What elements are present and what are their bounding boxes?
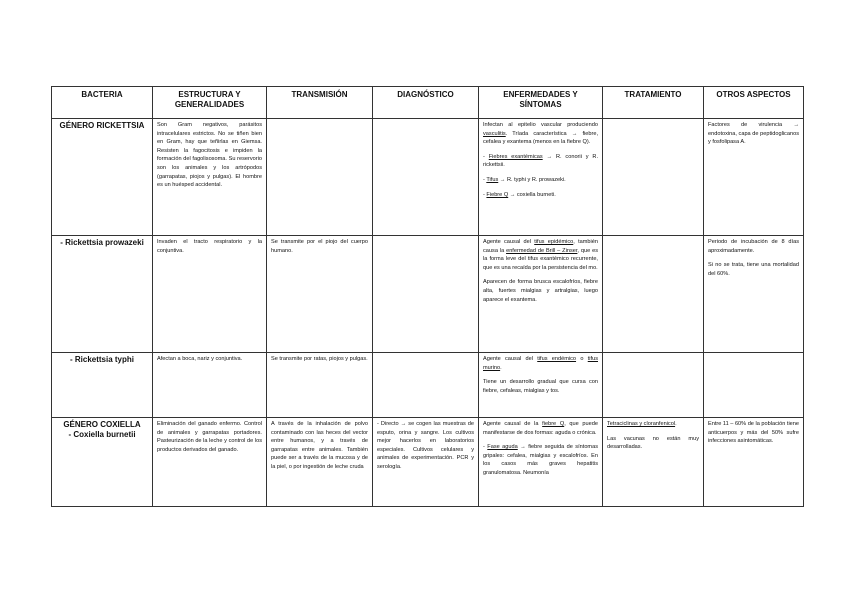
tratamiento-cell — [603, 236, 704, 353]
enfermedades-cell: Infectan al epitelio vascular produciendo vasculitis. Tríada característica → fiebre, cefalea y exantema (menos en la fiebre Q). - Fiebres exantémicas → R. conorii y R. rickettsii. - Tifus → R. typhi y R. prowazeki. - Fiebre Q → coxiella burneti. — [479, 119, 603, 236]
transmision-cell: A través de la inhalación de polvo contaminado con las heces del vector entre humanos, y a través de garrapatas entre animales. También puede ser a través de la mucosa y de la piel, o por ingestión de leche cruda — [267, 418, 373, 507]
header-tratamiento: TRATAMIENTO — [603, 87, 704, 119]
enfermedades-cell: Agente causal del tifus endémico o tifus murino. Tiene un desarrollo gradual que cursa con fiebre, cefaleas, mialgias y tos. — [479, 353, 603, 418]
estructura-cell: Invaden el tracto respiratorio y la conjuntiva. — [153, 236, 267, 353]
header-row — [52, 87, 804, 119]
otros-cell: Periodo de incubación de 8 días aproximadamente. Si no se trata, tiene una mortalidad del 60%. — [704, 236, 804, 353]
enfermedades-cell: Agente causal del tifus epidémico, también causa la enfermedad de Brill – Zinser, que es la forma leve del tifus exantémico recurrente, que es una recaída por la persistencia del mo. Aparecen de forma brusca escalofríos, fiebre alta, fuertes mialgias y artralgias, luego aparece el exantema. — [479, 236, 603, 353]
bacteria-cell: GÉNERO COXIELLA - Coxiella burnetii — [52, 418, 153, 507]
transmision-cell — [267, 119, 373, 236]
otros-cell — [704, 353, 804, 418]
otros-cell: Factores de virulencia → endotoxina, capa de peptidoglicanos y fosfolipasa A. — [704, 119, 804, 236]
estructura-cell: Eliminación del ganado enfermo. Control de animales y garrapatas portadores. Pasteurización de la leche y control de los productos derivados del ganado. — [153, 418, 267, 507]
header-diagnostico: DIAGNÓSTICO — [373, 87, 479, 119]
bacteria-cell: GÉNERO RICKETTSIA — [52, 119, 153, 236]
table-row — [52, 353, 804, 418]
tratamiento-cell — [603, 119, 704, 236]
estructura-cell: Son Gram negativos, parásitos intracelulares estrictos. No se tiñen bien en Gram, hay que teñirlas en Giemsa. Resisten la fagocitosis e impiden la formación del fagolisosoma. Su reservorio son los animales y los artrópodos (garrapatas, piojos y pulgas). El hombre es un huésped accidental. — [153, 119, 267, 236]
tratamiento-cell — [603, 353, 704, 418]
bacteria-cell: - Rickettsia typhi — [52, 353, 153, 418]
tratamiento-cell: Tetraciclinas y cloranfenicol. Las vacunas no están muy desarrolladas. — [603, 418, 704, 507]
bacteria-table — [51, 86, 804, 507]
diagnostico-cell — [373, 236, 479, 353]
enfermedades-cell: Agente causal de la fiebre Q, que puede manifestarse de dos formas: aguda o crónica. - Fase aguda → fiebre seguida de síntomas gripales: cefalea, mialgias y escalofríos. En los casos más graves hepatitis granulomatosa. Neumonía — [479, 418, 603, 507]
bacteria-cell: - Rickettsia prowazeki — [52, 236, 153, 353]
header-transmision: TRANSMISIÓN — [267, 87, 373, 119]
header-enfermedades: ENFERMEDADES Y SÍNTOMAS — [479, 87, 603, 119]
estructura-cell: Afectan a boca, nariz y conjuntiva. — [153, 353, 267, 418]
header-otros: OTROS ASPECTOS — [704, 87, 804, 119]
diagnostico-cell — [373, 353, 479, 418]
otros-cell: Entre 11 – 60% de la población tiene anticuerpos y más del 50% sufre infecciones asintomáticas. — [704, 418, 804, 507]
table-row — [52, 418, 804, 507]
transmision-cell: Se transmite por ratas, piojos y pulgas. — [267, 353, 373, 418]
table-row — [52, 236, 804, 353]
header-estructura: ESTRUCTURA Y GENERALIDADES — [153, 87, 267, 119]
transmision-cell: Se transmite por el piojo del cuerpo humano. — [267, 236, 373, 353]
diagnostico-cell: - Directo → se cogen las muestras de esputo, orina y sangre. Los cultivos mejor hacerlos en laboratorios especiales. Cultivos celulares y animales de experimentación. PCR y serología. — [373, 418, 479, 507]
diagnostico-cell — [373, 119, 479, 236]
table-row — [52, 119, 804, 236]
header-bacteria: BACTERIA — [52, 87, 153, 119]
